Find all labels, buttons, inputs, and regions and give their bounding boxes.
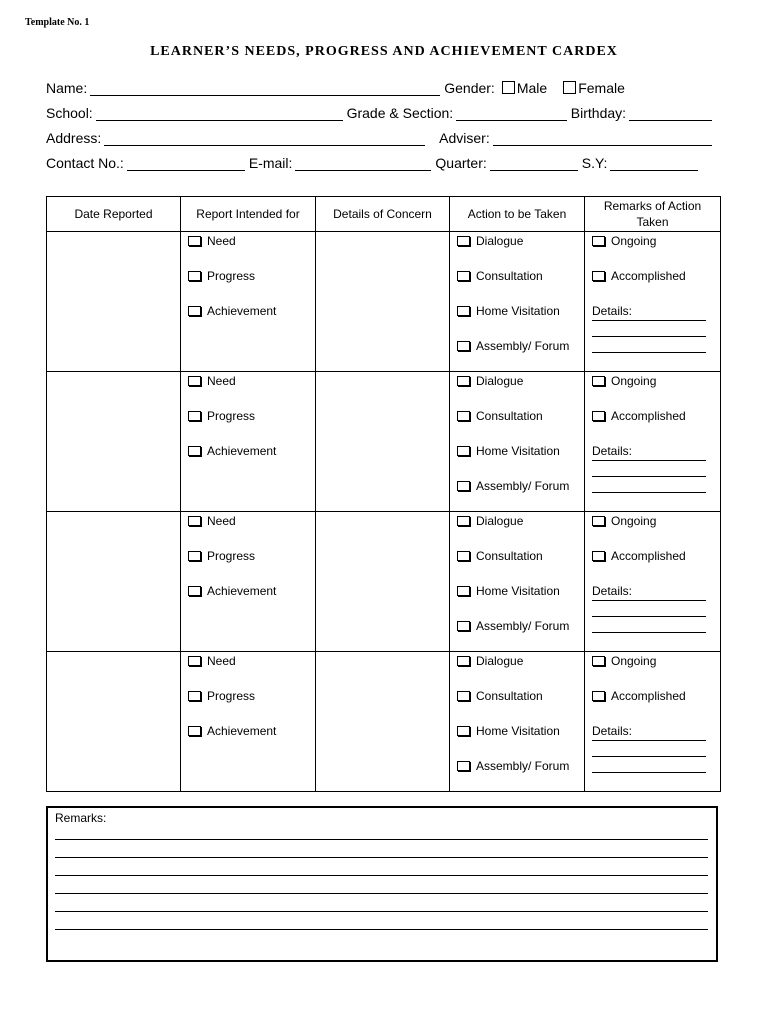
gender-label: Gender: (444, 80, 495, 96)
checkbox-icon[interactable] (188, 726, 201, 736)
info-row-name (46, 76, 716, 96)
option[interactable] (592, 234, 656, 248)
school-label: School: (46, 105, 93, 121)
checkbox-icon[interactable] (188, 271, 201, 281)
details-concern-cell[interactable] (316, 512, 450, 652)
remarks-line[interactable] (55, 839, 708, 840)
checkbox-icon[interactable] (592, 516, 605, 526)
option[interactable] (457, 479, 569, 493)
option[interactable] (188, 549, 255, 563)
option[interactable] (592, 409, 686, 423)
email-field[interactable] (295, 156, 431, 171)
option[interactable] (188, 409, 255, 423)
details-line[interactable] (592, 460, 706, 461)
option[interactable] (592, 514, 656, 528)
action-cell (450, 372, 585, 512)
option[interactable] (188, 444, 276, 458)
date-reported-cell[interactable] (47, 652, 181, 792)
option-label: Accomplished (611, 409, 686, 423)
option-label: Home Visitation (476, 584, 560, 598)
option-label: Ongoing (611, 234, 657, 248)
checkbox-icon[interactable] (188, 446, 201, 456)
option[interactable] (592, 374, 656, 388)
option-label: Achievement (207, 304, 277, 318)
checkbox-icon[interactable] (457, 481, 470, 491)
option[interactable] (592, 269, 686, 283)
details-line[interactable] (592, 492, 706, 493)
option-label: Home Visitation (476, 724, 560, 738)
contact-label: Contact No.: (46, 155, 124, 171)
option[interactable] (457, 234, 523, 248)
action-cell (450, 652, 585, 792)
checkbox-icon[interactable] (592, 236, 605, 246)
adviser-field[interactable] (493, 131, 712, 146)
details-line[interactable] (592, 756, 706, 757)
option-label: Assembly/ Forum (476, 619, 570, 633)
option[interactable] (188, 234, 236, 248)
table-row (47, 652, 721, 792)
checkbox-icon[interactable] (592, 411, 605, 421)
table-header-row (47, 197, 721, 232)
option-label: Ongoing (611, 654, 657, 668)
option-label: Achievement (207, 584, 277, 598)
option[interactable] (592, 654, 656, 668)
remarks-line[interactable] (55, 929, 708, 930)
page-title: LEARNER’S NEEDS, PROGRESS AND ACHIEVEMENT CARDEX (150, 44, 618, 59)
option-label: Ongoing (611, 374, 657, 388)
address-field[interactable] (104, 131, 425, 146)
date-reported-cell[interactable] (47, 232, 181, 372)
checkbox-icon[interactable] (457, 586, 470, 596)
option-label: Need (207, 374, 236, 388)
sy-field[interactable] (610, 156, 698, 171)
table-row (47, 372, 721, 512)
details-label: Details: (592, 724, 633, 738)
checkbox-icon[interactable] (457, 516, 470, 526)
checkbox-icon[interactable] (457, 376, 470, 386)
option[interactable] (188, 654, 236, 668)
option-label: Consultation (476, 409, 543, 423)
details-concern-cell[interactable] (316, 232, 450, 372)
adviser-label: Adviser: (439, 130, 490, 146)
action-cell (450, 512, 585, 652)
checkbox-icon[interactable] (457, 551, 470, 561)
checkbox-icon[interactable] (592, 376, 605, 386)
option-label: Dialogue (476, 514, 524, 528)
remarks-label: Remarks: (55, 811, 107, 825)
report-intended-cell (181, 232, 316, 372)
option-label: Progress (207, 689, 256, 703)
email-label: E-mail: (248, 155, 293, 171)
checkbox-icon[interactable] (188, 586, 201, 596)
option[interactable] (457, 759, 569, 773)
option-label: Need (207, 654, 236, 668)
option-label: Achievement (207, 724, 277, 738)
option-label: Assembly/ Forum (476, 339, 570, 353)
option-label: Home Visitation (476, 444, 560, 458)
checkbox-icon[interactable] (188, 656, 201, 666)
option[interactable] (457, 654, 523, 668)
option[interactable] (457, 584, 560, 598)
option[interactable] (457, 619, 569, 633)
checkbox-icon[interactable] (457, 271, 470, 281)
info-row-contact (46, 151, 716, 171)
checkbox-icon[interactable] (188, 516, 201, 526)
school-field[interactable] (96, 106, 343, 121)
checkbox-icon[interactable] (457, 341, 470, 351)
option-label: Dialogue (476, 234, 524, 248)
details-line[interactable] (592, 740, 706, 741)
address-label: Address: (46, 130, 102, 146)
template-number: Template No. 1 (25, 17, 90, 28)
checkbox-icon[interactable] (457, 446, 470, 456)
details-line[interactable] (592, 476, 706, 477)
header-date-reported: Date Reported (47, 197, 181, 232)
quarter-field[interactable] (490, 156, 578, 171)
option-label: Consultation (476, 269, 543, 283)
option-label: Home Visitation (476, 304, 560, 318)
option[interactable] (188, 304, 276, 318)
option[interactable] (188, 374, 236, 388)
grade-section-label: Grade & Section: (346, 105, 454, 121)
remarks-line[interactable] (55, 857, 708, 858)
details-line[interactable] (592, 320, 706, 321)
remarks-line[interactable] (55, 911, 708, 912)
male-label: Male (516, 80, 548, 96)
option[interactable] (457, 409, 543, 423)
date-reported-cell[interactable] (47, 372, 181, 512)
option-label: Accomplished (611, 689, 686, 703)
option[interactable] (457, 339, 569, 353)
details-label: Details: (592, 304, 633, 318)
option[interactable] (457, 444, 560, 458)
details-line[interactable] (592, 352, 706, 353)
report-intended-cell (181, 652, 316, 792)
option-label: Consultation (476, 689, 543, 703)
action-cell (450, 232, 585, 372)
option[interactable] (188, 584, 276, 598)
option-label: Need (207, 514, 236, 528)
checkbox-icon[interactable] (457, 726, 470, 736)
remarks-action-cell (585, 652, 721, 792)
option[interactable] (457, 724, 560, 738)
checkbox-icon[interactable] (457, 236, 470, 246)
contact-field[interactable] (127, 156, 245, 171)
option[interactable] (457, 514, 523, 528)
checkbox-icon[interactable] (592, 551, 605, 561)
option-label: Progress (207, 549, 256, 563)
male-checkbox[interactable] (502, 81, 515, 94)
option[interactable] (188, 689, 255, 703)
remarks-box (46, 806, 718, 962)
option-label: Ongoing (611, 514, 657, 528)
checkbox-icon[interactable] (592, 691, 605, 701)
option[interactable] (592, 689, 686, 703)
checkbox-icon[interactable] (592, 271, 605, 281)
checkbox-icon[interactable] (457, 621, 470, 631)
option-label: Assembly/ Forum (476, 479, 570, 493)
header-remarks-action: Remarks of Action Taken (585, 197, 721, 232)
report-intended-cell (181, 372, 316, 512)
info-row-school (46, 101, 716, 121)
option[interactable] (457, 374, 523, 388)
remarks-action-cell (585, 372, 721, 512)
option[interactable] (457, 689, 543, 703)
details-label: Details: (592, 444, 633, 458)
checkbox-icon[interactable] (188, 411, 201, 421)
checkbox-icon[interactable] (188, 306, 201, 316)
table-row (47, 512, 721, 652)
checkbox-icon[interactable] (592, 656, 605, 666)
table-row (47, 232, 721, 372)
checkbox-icon[interactable] (457, 656, 470, 666)
option[interactable] (457, 549, 543, 563)
grade-section-field[interactable] (456, 106, 567, 121)
option[interactable] (188, 514, 236, 528)
option-label: Dialogue (476, 654, 524, 668)
details-line[interactable] (592, 336, 706, 337)
details-line[interactable] (592, 600, 706, 601)
option-label: Accomplished (611, 549, 686, 563)
name-label: Name: (46, 80, 88, 96)
header-action: Action to be Taken (450, 197, 585, 232)
name-field[interactable] (90, 81, 440, 96)
option[interactable] (188, 269, 255, 283)
birthday-label: Birthday: (570, 105, 627, 121)
female-checkbox[interactable] (563, 81, 576, 94)
remarks-action-cell (585, 232, 721, 372)
female-label: Female (578, 80, 625, 96)
option-label: Accomplished (611, 269, 686, 283)
header-details-concern: Details of Concern (316, 197, 450, 232)
checkbox-icon[interactable] (188, 691, 201, 701)
details-label: Details: (592, 584, 633, 598)
option-label: Progress (207, 409, 256, 423)
option-label: Dialogue (476, 374, 524, 388)
quarter-label: Quarter: (435, 155, 487, 171)
option-label: Progress (207, 269, 256, 283)
info-row-address (46, 126, 716, 146)
checkbox-icon[interactable] (457, 411, 470, 421)
birthday-field[interactable] (629, 106, 712, 121)
details-line[interactable] (592, 632, 706, 633)
checkbox-icon[interactable] (188, 551, 201, 561)
option[interactable] (457, 304, 560, 318)
checkbox-icon[interactable] (457, 691, 470, 701)
details-concern-cell[interactable] (316, 372, 450, 512)
option-label: Assembly/ Forum (476, 759, 570, 773)
option[interactable] (188, 724, 276, 738)
header-report-intended: Report Intended for (181, 197, 316, 232)
option-label: Consultation (476, 549, 543, 563)
details-concern-cell[interactable] (316, 652, 450, 792)
remarks-action-cell (585, 512, 721, 652)
option[interactable] (592, 549, 686, 563)
details-line[interactable] (592, 772, 706, 773)
checkbox-icon[interactable] (457, 761, 470, 771)
details-line[interactable] (592, 616, 706, 617)
date-reported-cell[interactable] (47, 512, 181, 652)
option-label: Need (207, 234, 236, 248)
option[interactable] (457, 269, 543, 283)
remarks-line[interactable] (55, 875, 708, 876)
report-intended-cell (181, 512, 316, 652)
cardex-table (46, 196, 721, 792)
remarks-line[interactable] (55, 893, 708, 894)
checkbox-icon[interactable] (188, 376, 201, 386)
checkbox-icon[interactable] (457, 306, 470, 316)
option-label: Achievement (207, 444, 277, 458)
sy-label: S.Y: (581, 155, 608, 171)
checkbox-icon[interactable] (188, 236, 201, 246)
